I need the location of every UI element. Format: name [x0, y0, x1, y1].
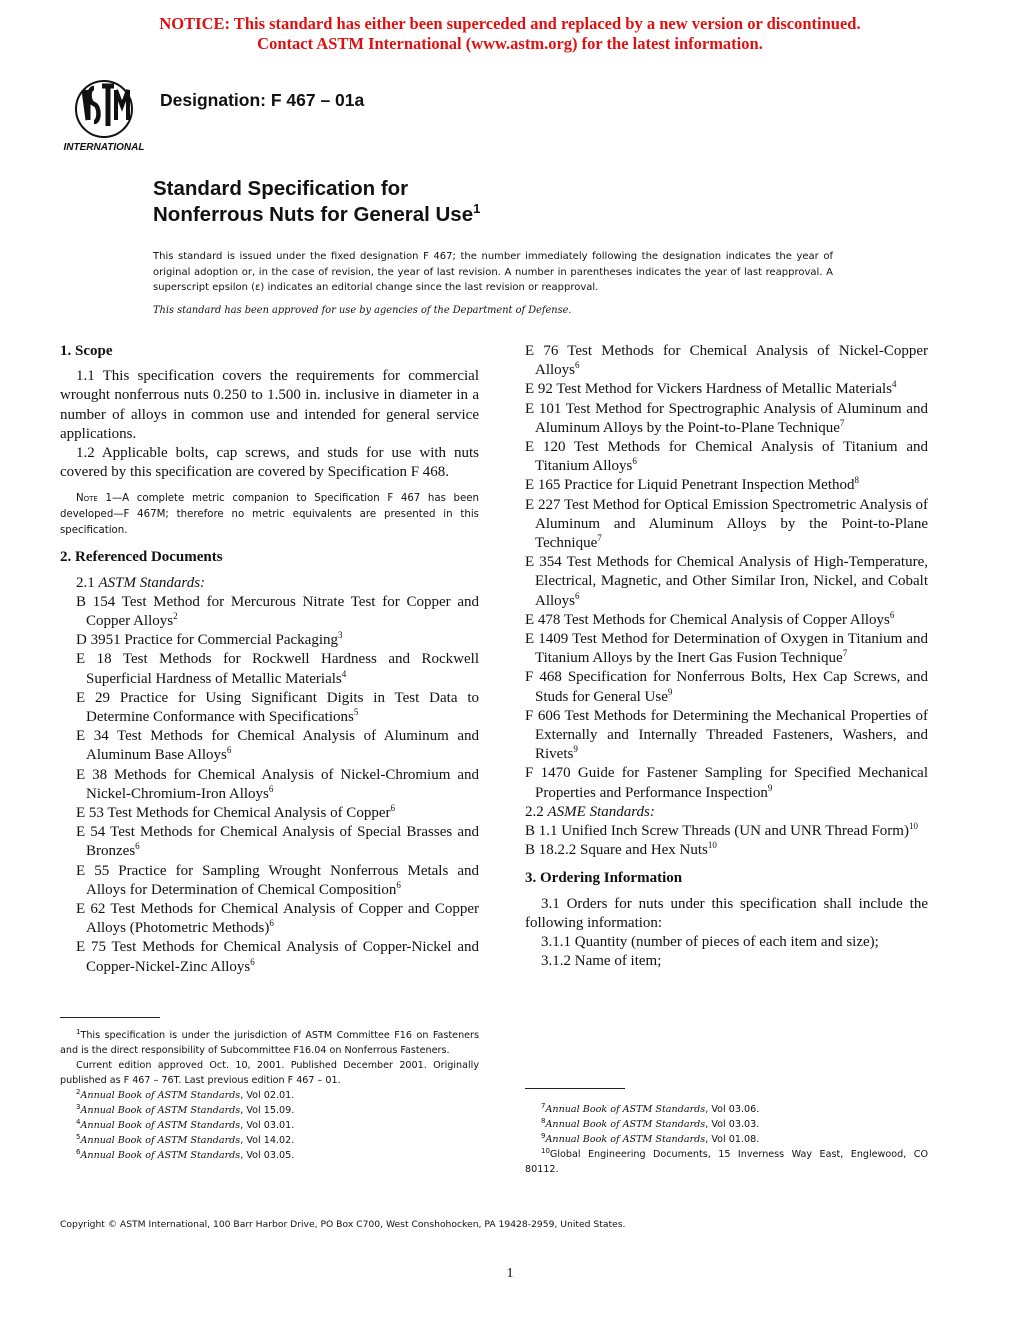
- reference-item: E 75 Test Methods for Chemical Analysis of Copper-Nickel and Copper-Nickel-Zinc Alloys$^6$: [76, 939, 479, 975]
- footnote-item: $^8$Annual Book of ASTM Standards, Vol 03.03.: [541, 1117, 760, 1130]
- reference-footnote-ref: 9: [667, 686, 673, 697]
- reference-item: E 34 Test Methods for Chemical Analysis of Aluminum and Aluminum Base Alloys$^6$: [76, 728, 479, 764]
- reference-footnote-ref: 6: [396, 879, 401, 890]
- footnote-10: $^{10}$Global Engineering Documents, 15 Inverness Way East, Englewood, CO 80112.: [525, 1147, 928, 1175]
- footnotes-right: [525, 1102, 928, 1177]
- footnote-item: $^3$Annual Book of ASTM Standards, Vol 15.09.: [76, 1103, 295, 1116]
- reference-item: E 227 Test Method for Optical Emission Spectrometric Analysis of Aluminum and Aluminum Alloys by the Point-to-Plane Technique$^7$: [525, 496, 928, 552]
- asme-standards-label: 2.2 ASME Standards:: [525, 803, 655, 820]
- footnote-list-left: [60, 1088, 479, 1163]
- astm-reference-list-right: [525, 342, 928, 803]
- title-line-1: Standard Specification for: [153, 177, 409, 200]
- reference-item: E 120 Test Methods for Chemical Analysis of Titanium and Titanium Alloys$^6$: [525, 439, 928, 475]
- reference-item: B 18.2.2 Square and Hex Nuts$^{10}$: [525, 840, 717, 859]
- page-number: 1: [506, 1266, 514, 1281]
- reference-footnote-ref: 7: [597, 533, 602, 544]
- reference-footnote-ref: 4: [341, 668, 347, 679]
- footnote-rule: [525, 1088, 625, 1089]
- reference-item: D 3951 Practice for Commercial Packaging$^3$: [76, 630, 343, 649]
- reference-footnote-ref: 6: [390, 803, 395, 814]
- reference-item: E 55 Practice for Sampling Wrought Nonferrous Metals and Alloys for Determination of Chemical Composition$^6$: [76, 862, 479, 898]
- title-footnote-ref: 1: [473, 201, 481, 216]
- reference-footnote-ref: 8: [854, 475, 859, 486]
- footnote-1-edition: Current edition approved Oct. 10, 2001. Published December 2001. Originally published as F 467 – 76T. Last previous edition F 467 – 01.: [60, 1060, 479, 1086]
- reference-footnote-ref: 6: [269, 918, 274, 929]
- footnote-item: $^5$Annual Book of ASTM Standards, Vol 14.02.: [76, 1133, 295, 1146]
- reference-footnote-ref: 3: [338, 630, 343, 641]
- footnote-1: $^1$This specification is under the jurisdiction of ASTM Committee F16 on Fasteners and is the direct responsibility of Subcommittee F16.04 on Nonferrous Fasteners.: [60, 1028, 479, 1056]
- footnote-item: $^6$Annual Book of ASTM Standards, Vol 03.05.: [76, 1148, 295, 1161]
- footnote-item: $^4$Annual Book of ASTM Standards, Vol 03.01.: [76, 1118, 295, 1131]
- section-heading-scope: 1. Scope: [60, 343, 113, 359]
- reference-item: E 18 Test Methods for Rockwell Hardness and Rockwell Superficial Hardness of Metallic Materials$^4$: [76, 651, 479, 687]
- reference-footnote-ref: 10: [908, 821, 918, 832]
- footnote-item: $^2$Annual Book of ASTM Standards, Vol 02.01.: [76, 1088, 295, 1101]
- reference-footnote-ref: 9: [767, 782, 773, 793]
- reference-footnote-ref: 6: [250, 956, 255, 967]
- reference-item: F 468 Specification for Nonferrous Bolts, Hex Cap Screws, and Studs for General Use$^9$: [525, 669, 928, 705]
- footnotes-left: [60, 1028, 479, 1163]
- designation: Designation: F 467 – 01a: [160, 90, 365, 110]
- footnote-item: $^9$Annual Book of ASTM Standards, Vol 01.08.: [541, 1132, 760, 1145]
- reference-item: E 101 Test Method for Spectrographic Analysis of Aluminum and Aluminum Alloys by the Point-to-Plane Technique$^7$: [525, 400, 928, 436]
- scope-paragraph-1-1: 1.1 This specification covers the requirements for commercial wrought nonferrous nuts 0.250 to 1.500 in. inclusive in diameter in a number of alloys in common use and intended for general service applications.: [60, 368, 479, 442]
- reference-footnote-ref: 10: [707, 840, 717, 851]
- section-heading-referenced-documents: 2. Referenced Documents: [60, 549, 223, 566]
- copyright-notice: Copyright © ASTM International, 100 Barr Harbor Drive, PO Box C700, West Conshohocken, PA 19428-2959, United States.: [60, 1219, 626, 1230]
- ordering-paragraph-3-1-2: 3.1.2 Name of item;: [541, 953, 662, 970]
- reference-item: B 154 Test Method for Mercurous Nitrate Test for Copper and Copper Alloys$^2$: [76, 593, 479, 630]
- reference-footnote-ref: 7: [842, 648, 848, 659]
- reference-item: E 92 Test Method for Vickers Hardness of Metallic Materials$^4$: [525, 379, 897, 398]
- reference-item: E 478 Test Methods for Chemical Analysis of Copper Alloys$^6$: [525, 609, 895, 628]
- discontinued-notice: [0, 14, 1020, 54]
- reference-footnote-ref: 6: [889, 609, 895, 620]
- reference-footnote-ref: 6: [268, 783, 274, 794]
- astm-reference-list-left: [60, 593, 479, 977]
- reference-item: E 29 Practice for Using Significant Digits in Test Data to Determine Conformance with Specifications$^5$: [76, 689, 479, 726]
- reference-item: E 53 Test Methods for Chemical Analysis of Copper$^6$: [76, 803, 395, 822]
- reference-item: F 1470 Guide for Fastener Sampling for Specified Mechanical Properties and Performance Inspection$^9$: [525, 765, 928, 801]
- reference-footnote-ref: 2: [173, 611, 178, 622]
- reference-item: E 354 Test Methods for Chemical Analysis of High-Temperature, Electrical, Magnetic, and Other Similar Iron, Nickel, and Cobalt Alloys$^6$: [525, 554, 928, 609]
- note-label: Note 1: [76, 493, 112, 505]
- reference-item: B 1.1 Unified Inch Screw Threads (UN and UNR Thread Form)$^{10}$: [525, 821, 918, 840]
- scope-paragraph-1-2: 1.2 Applicable bolts, cap screws, and studs for use with nuts covered by this specification are covered by Specification F 468.: [60, 445, 479, 481]
- reference-footnote-ref: 6: [226, 745, 232, 756]
- reference-item: E 62 Test Methods for Chemical Analysis of Copper and Copper Alloys (Photometric Methods)$^6$: [76, 901, 479, 937]
- reference-item: E 165 Practice for Liquid Penetrant Inspection Method$^8$: [525, 475, 859, 494]
- reference-item: E 76 Test Methods for Chemical Analysis of Nickel-Copper Alloys$^6$: [525, 343, 928, 379]
- footnote-rule: [60, 1017, 160, 1018]
- issuance-note: This standard is issued under the fixed designation F 467; the number immediately following the designation indicates the year of original adoption or, in the case of revision, the year of last revision. A number in parentheses indicates the year of last reapproval. A superscript epsilon (ε) indicates an editorial change since the last revision or reapproval.: [153, 251, 833, 293]
- document-title: [153, 176, 480, 228]
- reference-item: F 606 Test Methods for Determining the Mechanical Properties of Externally and Internally Threaded Fasteners, Washers, and Rivets$^9$: [525, 707, 928, 763]
- asme-reference-list: [525, 822, 928, 860]
- reference-footnote-ref: 7: [839, 417, 845, 428]
- logo-text: INTERNATIONAL: [63, 142, 145, 153]
- left-column: [60, 342, 479, 977]
- title-line-2: Nonferrous Nuts for General Use$^1$: [153, 201, 481, 226]
- reference-footnote-ref: 6: [575, 590, 580, 601]
- footnote-list-right: [525, 1102, 928, 1147]
- astm-logo: [58, 76, 150, 154]
- reference-footnote-ref: 6: [632, 456, 637, 467]
- dod-approval-note: This standard has been approved for use by agencies of the Department of Defense.: [153, 305, 572, 316]
- ordering-paragraph-3-1-1: 3.1.1 Quantity (number of pieces of each item and size);: [541, 934, 879, 951]
- astm-standards-label: 2.1 ASTM Standards:: [76, 574, 206, 591]
- section-heading-ordering: 3. Ordering Information: [525, 870, 683, 887]
- right-column: [525, 342, 928, 972]
- reference-footnote-ref: 6: [135, 841, 140, 852]
- reference-footnote-ref: 4: [892, 379, 897, 390]
- reference-item: E 54 Test Methods for Chemical Analysis of Special Brasses and Bronzes$^6$: [76, 824, 479, 860]
- note-1: Note 1—A complete metric companion to Specification F 467 has been developed—F 467M; therefore no metric equivalents are presented in this specification.: [60, 493, 479, 537]
- footnote-item: $^7$Annual Book of ASTM Standards, Vol 03.06.: [541, 1102, 760, 1115]
- reference-footnote-ref: 5: [353, 707, 359, 718]
- reference-footnote-ref: 6: [575, 360, 580, 371]
- reference-footnote-ref: 9: [573, 744, 578, 755]
- ordering-paragraph-3-1: 3.1 Orders for nuts under this specification shall include the following information:: [525, 895, 928, 931]
- reference-item: E 1409 Test Method for Determination of Oxygen in Titanium and Titanium Alloys by the Inert Gas Fusion Technique$^7$: [525, 631, 928, 667]
- reference-item: E 38 Methods for Chemical Analysis of Nickel-Chromium and Nickel-Chromium-Iron Alloys$^6$: [76, 766, 479, 802]
- notice-line-1: NOTICE: This standard has either been superceded and replaced by a new version or discontinued.: [159, 14, 861, 33]
- notice-line-2: Contact ASTM International (www.astm.org) for the latest information.: [257, 34, 763, 53]
